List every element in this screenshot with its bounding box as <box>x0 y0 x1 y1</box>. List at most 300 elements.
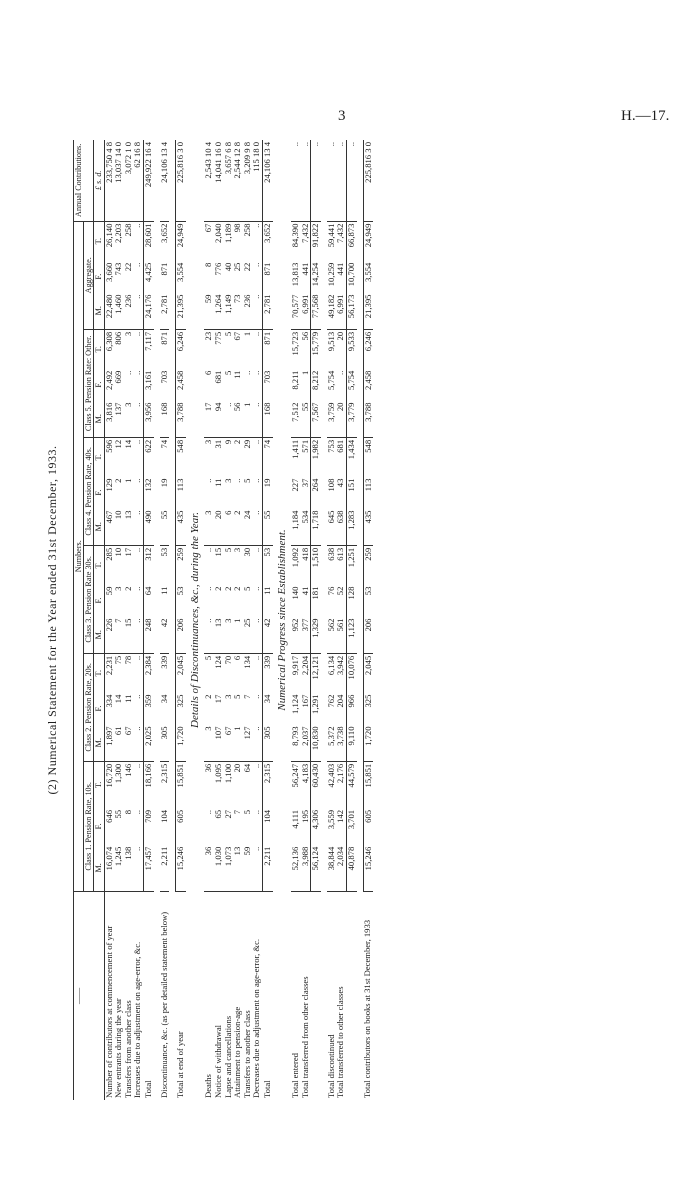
table-cell: 7,117 <box>144 329 154 368</box>
table-cell: 11 <box>212 478 223 487</box>
table-cell: 1,149 <box>224 293 234 330</box>
table-cell: 5,754 <box>347 369 357 401</box>
table-cell: 1,123 <box>347 617 357 654</box>
table-cell: .. <box>252 293 262 330</box>
row-label: Discontinuance, &c. (as per detailed statement below) <box>158 911 169 1098</box>
table-cell: 1,264 <box>214 293 224 330</box>
table-cell: 4,425 <box>144 261 154 293</box>
table-cell: .. <box>132 694 143 699</box>
rotated-statement <box>45 140 545 1100</box>
table-row <box>160 140 170 1100</box>
table-cell: 8 <box>122 809 133 815</box>
annual-contribution-cell: 225,816 3 0 <box>363 140 373 221</box>
row-label: Total <box>261 1080 272 1098</box>
table-cell: 31 <box>212 439 223 449</box>
table-cell: 1,095 <box>212 763 223 784</box>
table-cell: 24 <box>243 509 253 546</box>
table-cell: 2 <box>232 586 243 591</box>
sub-header-t: T. <box>94 437 104 476</box>
annual-contribution-cell: 14,041 16 0 <box>214 140 224 221</box>
table-cell: 605 <box>176 808 186 845</box>
row-label: Number of contributors at commencement of year <box>103 925 114 1098</box>
table-cell: 11 <box>158 586 169 595</box>
table-cell: 40 <box>222 262 233 272</box>
table-cell: .. <box>251 439 262 445</box>
table-cell: 195 <box>299 809 310 823</box>
table-cell: 20 <box>232 763 243 773</box>
table-cell: 146 <box>122 763 133 777</box>
table-cell: 67 <box>232 331 243 341</box>
table-cell: 13 <box>214 617 224 654</box>
table-cell: 55 <box>301 401 311 438</box>
table-cell: 56 <box>299 331 310 341</box>
sub-header-m: M. <box>94 845 104 892</box>
sub-header-m: M. <box>94 401 104 438</box>
table-cell: 1,251 <box>347 545 357 584</box>
table-cell: 325 <box>363 693 373 725</box>
table-cell: 2,231 <box>103 655 114 676</box>
annual-contribution-cell: 3,209 9 8 <box>243 140 253 221</box>
table-cell: .. <box>203 547 214 553</box>
table-cell: .. <box>252 401 262 438</box>
table-cell: 29 <box>241 439 252 449</box>
table-cell: .. <box>132 763 143 769</box>
table-cell: 377 <box>301 617 311 654</box>
annual-contribution-cell: .. <box>301 140 311 221</box>
table-cell: 871 <box>263 261 273 293</box>
annual-contribution-cell: 249,922 16 4 <box>144 140 154 221</box>
table-cell: 3,554 <box>176 261 186 293</box>
table-cell: 3,660 <box>103 262 114 282</box>
annual-contribution-cell: 2,544 12 8 <box>233 140 243 221</box>
table-cell: 104 <box>263 808 273 845</box>
table-cell: 21,395 <box>176 293 186 330</box>
table-cell: 6,991 <box>336 293 346 330</box>
table-cell: 3 <box>204 725 214 762</box>
table-cell: .. <box>251 809 262 815</box>
table-cell: 3 <box>113 586 124 591</box>
annual-contribution-cell: .. <box>336 140 346 221</box>
table-cell: 7 <box>114 617 124 654</box>
table-cell: .. <box>252 845 262 892</box>
table-cell: 84,390 <box>289 223 300 248</box>
table-cell: .. <box>132 478 143 483</box>
table-cell: .. <box>133 401 143 438</box>
table-cell: 5 <box>232 694 243 699</box>
row-label: Increases due to adjustment on age-error, &c. <box>132 941 143 1098</box>
table-cell: 5 <box>241 586 252 591</box>
table-cell: .. <box>232 478 243 483</box>
table-cell: 871 <box>158 262 169 276</box>
row-label: Total <box>142 1080 153 1098</box>
table-cell: 11 <box>263 585 273 617</box>
table-cell: 65 <box>212 809 223 819</box>
table-cell: 10,700 <box>347 261 357 293</box>
table-cell: .. <box>203 586 214 591</box>
table-cell: 2,025 <box>144 725 154 762</box>
table-row <box>144 140 154 1100</box>
table-cell: 9,917 <box>289 655 300 676</box>
table-cell: 41 <box>299 586 310 596</box>
table-cell: 681 <box>335 439 346 453</box>
table-cell: .. <box>122 370 133 375</box>
table-cell: 137 <box>114 401 124 438</box>
table-cell: 53 <box>263 545 273 584</box>
table-cell: 622 <box>144 437 154 476</box>
table-cell: 168 <box>160 401 170 438</box>
table-cell: 17,457 <box>144 845 154 892</box>
row-label: Notice of withdrawal <box>212 1024 223 1098</box>
table-cell: 53 <box>158 547 169 557</box>
table-cell: 24,176 <box>144 293 154 330</box>
table-cell: 2,458 <box>176 369 186 401</box>
table-cell: .. <box>132 809 143 815</box>
table-cell: 61 <box>114 725 124 762</box>
table-cell: 38,844 <box>327 845 337 892</box>
table-cell: 26,140 <box>103 223 114 248</box>
table-cell: 4,306 <box>311 808 321 845</box>
table-cell: 490 <box>144 509 154 546</box>
table-cell: 16,720 <box>103 763 114 788</box>
table-cell: 305 <box>263 725 273 762</box>
table-cell: 1 <box>122 478 133 483</box>
table-cell: 5,754 <box>325 370 336 390</box>
table-cell: 25 <box>232 262 243 272</box>
table-cell: 3,701 <box>347 808 357 845</box>
table-cell: 17 <box>204 401 214 438</box>
annual-contribution-cell: .. <box>311 140 321 221</box>
table-cell: 1,720 <box>176 725 186 762</box>
table-cell: 1,291 <box>311 693 321 725</box>
row-label: Total at end of year <box>174 1031 185 1098</box>
table-cell: 3,738 <box>336 725 346 762</box>
table-cell: 56 <box>233 401 243 438</box>
table-cell: 441 <box>335 262 346 276</box>
row-label: Total entered <box>289 1053 300 1098</box>
group-header-3: Class 3. Pension Rate 30s. <box>84 545 94 653</box>
table-cell: 91,822 <box>311 221 321 261</box>
table-cell: 5 <box>222 331 233 337</box>
table-cell: 3,652 <box>158 223 169 243</box>
table-cell: 1,720 <box>363 725 373 762</box>
table-cell: 5 <box>203 655 214 661</box>
table-cell: 5 <box>222 370 233 375</box>
table-cell: 42 <box>263 617 273 654</box>
row-label: Deaths <box>203 1074 214 1098</box>
currency-units: £ s. d. <box>94 140 104 221</box>
sub-header-m: M. <box>94 509 104 546</box>
table-cell: 142 <box>335 809 346 823</box>
table-cell: 19 <box>158 478 169 488</box>
table-cell: 8,793 <box>291 725 301 762</box>
table-cell: .. <box>251 763 262 769</box>
table-cell: 129 <box>103 478 114 492</box>
table-cell: 56,173 <box>347 293 357 330</box>
table-cell: 78 <box>122 655 133 665</box>
table-cell: 10 <box>113 547 124 557</box>
table-row <box>363 140 373 1100</box>
table-cell: 10,259 <box>325 262 336 287</box>
table-cell: 6,991 <box>301 293 311 330</box>
table-row <box>336 140 346 1100</box>
table-cell: 681 <box>212 370 223 384</box>
table-cell: 2,492 <box>103 370 114 390</box>
table-cell: 1,510 <box>311 545 321 584</box>
row-label: Total discontinued <box>325 1034 336 1098</box>
sub-header-f: F. <box>94 261 104 293</box>
table-cell: 49,182 <box>327 293 337 330</box>
table-cell: 5,372 <box>327 725 337 762</box>
table-cell: 22,480 <box>104 293 114 330</box>
table-cell: 113 <box>176 477 186 509</box>
table-cell: .. <box>251 223 262 228</box>
table-cell: 77,568 <box>311 293 321 330</box>
table-cell: .. <box>241 370 252 375</box>
table-cell: 53 <box>176 585 186 617</box>
table-cell: 55 <box>113 809 124 819</box>
table-cell: 1,411 <box>289 439 300 459</box>
table-cell: .. <box>251 331 262 337</box>
table-cell: .. <box>252 725 262 762</box>
sub-header-t: T. <box>94 329 104 368</box>
table-cell: 12 <box>113 439 124 449</box>
table-cell: .. <box>251 478 262 483</box>
table-cell: 548 <box>363 437 373 476</box>
table-cell: 2,040 <box>212 223 223 243</box>
table-cell: 9 <box>222 439 233 445</box>
table-cell: 418 <box>299 547 310 561</box>
table-cell: 227 <box>289 478 300 492</box>
table-cell: .. <box>203 809 214 815</box>
sub-header-f: F. <box>94 808 104 845</box>
table-cell: 11 <box>122 694 133 703</box>
group-header-5: Class 5. Pension Rate: Other. <box>84 329 94 437</box>
numbers-header: Numbers. <box>74 221 84 891</box>
table-cell: 259 <box>176 545 186 584</box>
statement-title: (2) Numerical Statement for the Year ended 31st December, 1933. <box>45 445 59 795</box>
row-label: Attainment to pension-age <box>232 1006 243 1098</box>
table-cell: 3 <box>203 439 214 445</box>
annual-contribution-cell: .. <box>347 140 357 221</box>
table-cell: .. <box>133 725 143 762</box>
table-cell: 64 <box>241 763 252 773</box>
table-cell: 15,246 <box>176 845 186 892</box>
table-cell: 64 <box>144 585 154 617</box>
table-cell: .. <box>335 370 346 375</box>
table-cell: 2 <box>233 509 243 546</box>
sub-header-f: F. <box>94 585 104 617</box>
table-cell: 305 <box>160 725 170 762</box>
table-cell: 871 <box>158 331 169 345</box>
table-cell: 17 <box>122 547 133 557</box>
table-cell: 258 <box>241 223 252 237</box>
table-cell: 27 <box>222 809 233 819</box>
table-cell: 467 <box>104 509 114 546</box>
table-cell: 6 <box>224 509 234 546</box>
table-cell: 3 <box>224 617 234 654</box>
table-cell: 3,559 <box>325 809 336 830</box>
table-row <box>263 140 273 1100</box>
table-cell: 59 <box>243 845 253 892</box>
table-cell: 258 <box>122 223 133 237</box>
annual-contribution-cell: 62 16 8 <box>133 140 143 221</box>
table-cell: 28,601 <box>144 221 154 261</box>
table-cell: 1,283 <box>347 509 357 546</box>
row-label: Transfers from another class <box>122 1000 133 1098</box>
table-cell: 613 <box>335 547 346 561</box>
table-cell: 124 <box>212 655 223 669</box>
table-cell: 334 <box>103 694 114 708</box>
table-cell: 2,211 <box>160 845 170 892</box>
annual-contribution-cell: 115 18 0 <box>252 140 262 221</box>
table-cell: .. <box>132 439 143 445</box>
table-cell: 67 <box>203 223 214 233</box>
table-cell: 1,718 <box>311 509 321 546</box>
table-cell: 259 <box>363 545 373 584</box>
annual-contribution-cell: 3,072 1 0 <box>124 140 134 221</box>
table-cell: 1 <box>241 331 252 337</box>
table-cell: 596 <box>103 439 114 453</box>
table-cell: 561 <box>336 617 346 654</box>
table-cell: 22 <box>122 262 133 272</box>
table-cell: 2,781 <box>160 293 170 330</box>
table-cell: 108 <box>325 478 336 492</box>
table-cell: 55 <box>263 509 273 546</box>
table-cell: 53 <box>363 585 373 617</box>
section-heading: Details of Discontinuances, &c., during the Year. <box>188 512 201 728</box>
table-row <box>301 140 311 1100</box>
table-cell: 20 <box>336 401 346 438</box>
table-cell: 14,254 <box>311 261 321 293</box>
annual-contribution-cell: 233,750 4 8 <box>104 140 114 221</box>
annual-contribution-cell: 3,657 6 8 <box>224 140 234 221</box>
group-header-2: Class 2. Pension Rate, 20s. <box>84 653 94 761</box>
row-label: New entrants during the year <box>113 998 124 1098</box>
table-cell: 13 <box>124 509 134 546</box>
table-cell: 1,897 <box>104 725 114 762</box>
table-cell: 646 <box>103 809 114 823</box>
table-cell: 76 <box>325 586 336 596</box>
table-cell: 5 <box>241 809 252 815</box>
sub-header-f: F. <box>94 693 104 725</box>
table-cell: 2,204 <box>299 655 310 676</box>
table-cell: .. <box>203 478 214 483</box>
table-cell: 2,045 <box>176 653 186 692</box>
table-cell: 638 <box>325 547 336 561</box>
table-cell: 18,166 <box>144 761 154 808</box>
table-cell: 15,779 <box>311 329 321 368</box>
table-cell: 34 <box>158 694 169 704</box>
table-cell: 435 <box>363 509 373 546</box>
table-cell: .. <box>251 547 262 553</box>
table-cell: 20 <box>214 509 224 546</box>
group-header-1: Class 1. Pension Rate, 10s. <box>84 761 94 891</box>
table-cell: 806 <box>113 331 124 345</box>
table-cell: 703 <box>263 369 273 401</box>
table-cell: 25 <box>243 617 253 654</box>
table-cell: 359 <box>144 693 154 725</box>
table-cell: 20 <box>335 331 346 341</box>
table-cell: 548 <box>176 437 186 476</box>
table-cell: 138 <box>124 845 134 892</box>
table-cell: 441 <box>299 262 310 276</box>
table-cell: .. <box>251 586 262 591</box>
table-cell: 3 <box>122 331 133 337</box>
table-row <box>133 140 143 1100</box>
table-cell: 6 <box>232 655 243 661</box>
annual-contribution-cell: 225,816 3 0 <box>176 140 186 221</box>
table-cell: 2,203 <box>113 223 124 243</box>
numerical-statement-table <box>73 140 373 1100</box>
table-cell: 6,246 <box>363 329 373 368</box>
table-cell: 60,430 <box>311 761 321 808</box>
table-cell: 2 <box>232 439 243 445</box>
table-cell: 1,124 <box>289 694 300 714</box>
table-cell: 3,161 <box>144 369 154 401</box>
row-label: Total contributors on books at 31st December, 1933 <box>362 919 373 1098</box>
table-cell: 11 <box>232 370 243 379</box>
table-cell: .. <box>132 370 143 375</box>
table-cell: 9,533 <box>347 329 357 368</box>
table-cell: 36 <box>203 763 214 773</box>
table-cell: 5 <box>241 478 252 483</box>
table-cell: 753 <box>325 439 336 453</box>
table-cell: 44,579 <box>347 761 357 808</box>
table-cell: 56,124 <box>311 845 321 892</box>
table-cell: 13 <box>233 845 243 892</box>
table-cell: 2,458 <box>363 369 373 401</box>
table-cell: 42,403 <box>325 763 336 788</box>
table-cell: 605 <box>363 808 373 845</box>
sub-header-m: M. <box>94 725 104 762</box>
table-cell: 2 <box>212 586 223 591</box>
table-cell: 1,184 <box>291 509 301 546</box>
table-cell: 10 <box>114 509 124 546</box>
table-cell: 23 <box>203 331 214 341</box>
table-cell: 2 <box>222 586 233 591</box>
table-cell: 15,723 <box>289 331 300 356</box>
table-cell: 3,788 <box>363 401 373 438</box>
row-label: Total transferred to other classes <box>335 986 346 1098</box>
table-cell: 56,247 <box>289 763 300 788</box>
table-row <box>252 140 262 1100</box>
table-cell: 4,111 <box>289 809 300 829</box>
table-cell: 151 <box>347 477 357 509</box>
table-cell: 871 <box>263 329 273 368</box>
sub-header-t: T. <box>94 653 104 692</box>
table-cell: 22 <box>241 262 252 272</box>
table-cell: 140 <box>289 586 300 600</box>
table-cell: 14 <box>122 439 133 449</box>
table-cell: 16,074 <box>104 845 114 892</box>
table-cell: 7,512 <box>291 401 301 438</box>
row-label: Transfers to another class <box>241 1010 252 1098</box>
table-cell: 236 <box>243 293 253 330</box>
table-cell: 3 <box>204 509 214 546</box>
table-cell: 21,395 <box>363 293 373 330</box>
table-cell: 1,434 <box>347 437 357 476</box>
table-cell: 6 <box>203 370 214 375</box>
row-label: Decreases due to adjustment on age-error, &c. <box>251 938 262 1098</box>
table-cell: 226 <box>104 617 114 654</box>
page-number: 3 <box>338 108 346 124</box>
table-cell: 107 <box>214 725 224 762</box>
table-cell: 24,949 <box>363 221 373 261</box>
table-cell: 74 <box>158 439 169 449</box>
table-cell: 248 <box>144 617 154 654</box>
table-cell: 59,441 <box>325 223 336 248</box>
sub-header-t: T. <box>94 761 104 808</box>
